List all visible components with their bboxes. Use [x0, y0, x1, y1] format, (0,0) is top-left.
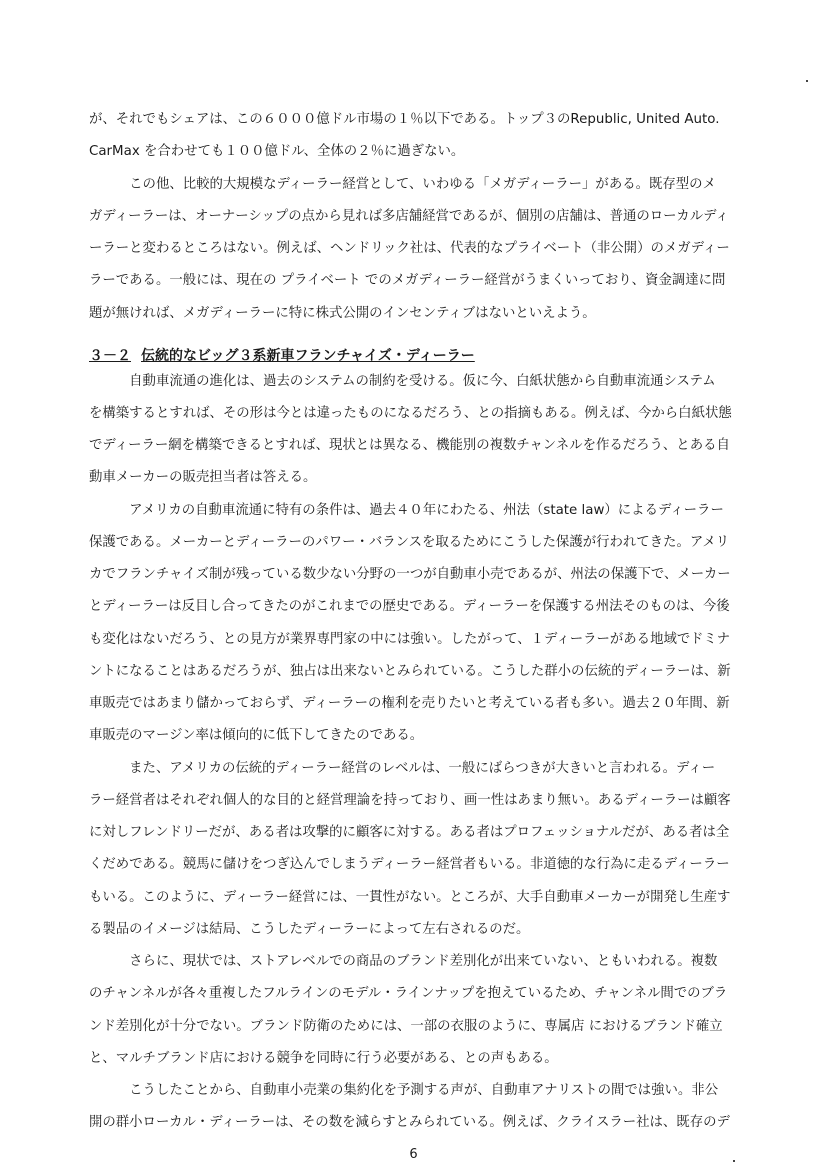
body-line: 車販売のマージン率は傾向的に低下してきたのである。 — [89, 728, 424, 743]
body-line: ンド差別化が十分でない。ブランド防衛のためには、一部の衣服のように、専属店 におけるブランド確立 — [89, 1019, 723, 1034]
scan-speck — [733, 1160, 735, 1162]
body-line: ガディーラーは、オーナーシップの点から見れば多店舗経営であるが、個別の店舗は、普通のローカルディ — [89, 209, 729, 224]
body-line: 車販売ではあまり儲かっておらず、ディーラーの権利を売りたいと考えている者も多い。過去２０年間、新 — [89, 696, 730, 711]
body-line: さらに、現状では、ストアレベルでの商品のブランド差別化が出来ていない、ともいわれる。複数 — [89, 954, 718, 969]
body-line: CarMax を合わせても１００億ドル、全体の２％に過ぎない。 — [89, 144, 465, 159]
body-line: また、アメリカの伝統的ディーラー経営のレベルは、一般にばらつきが大きいと言われる。ディー — [89, 761, 716, 776]
body-line: も変化はないだろう、との見方が業界専門家の中には強い。したがって、１ディーラーがある地域でドミナ — [89, 632, 731, 647]
body-line: 自動車流通の進化は、過去のシステムの制約を受ける。仮に今、白紙状態から自動車流通システム — [89, 374, 716, 389]
page-number: 6 — [409, 1147, 418, 1162]
body-line: 動車メーカーの販売担当者は答える。 — [89, 470, 317, 485]
body-line: 保護である。メーカーとディーラーのパワー・バランスを取るためにこうした保護が行われてきた。アメリ — [89, 535, 730, 550]
body-line: ーラーと変わるところはない。例えば、ヘンドリック社は、代表的なプライベート（非公開）のメガディー — [89, 241, 730, 256]
body-line: のチャンネルが各々重複したフルラインのモデル・ラインナップを抱えているため、チャンネル間でのブラ — [89, 986, 728, 1001]
body-line: ントになることはあるだろうが、独占は出来ないとみられている。こうした群小の伝統的ディーラーは、新 — [89, 664, 731, 679]
body-line: もいる。このように、ディーラー経営には、一貫性がない。ところが、大手自動車メーカーが開発し生産す — [89, 890, 731, 905]
section-heading — [89, 346, 475, 366]
body-line: と、マルチブランド店における競争を同時に行う必要がある、との声もある。 — [89, 1051, 558, 1066]
section-title: 伝統的なビッグ３系新車フランチャイズ・ディーラー — [141, 348, 475, 364]
section-number: ３－２ — [89, 348, 131, 364]
body-line: 開の群小ローカル・ディーラーは、その数を減らすとみられている。例えば、クライスラー社は、既存のデ — [89, 1115, 730, 1130]
scan-speck — [806, 80, 808, 82]
body-line: を構築するとすれば、その形は今とは違ったものになるだろう、との指摘もある。例えば、今から白紙状態 — [89, 406, 732, 421]
body-line: る製品のイメージは結局、こうしたディーラーによって左右されるのだ。 — [89, 922, 530, 937]
body-line: 題が無ければ、メガディーラーに特に株式公開のインセンティブはないといえよう。 — [89, 306, 596, 321]
body-line: でディーラー網を構築できるとすれば、現状とは異なる、機能別の複数チャンネルを作るだろう、とある自 — [89, 438, 730, 453]
body-line: ラーである。一般には、現在の プライベート でのメガディーラー経営がうまくいっており、資金調達に問 — [89, 273, 726, 288]
body-line: に対しフレンドリーだが、ある者は攻撃的に顧客に対する。ある者はプロフェッショナルだが、ある者は全 — [89, 825, 730, 840]
body-line: アメリカの自動車流通に特有の条件は、過去４０年にわたる、州法（state law）によるディーラー — [89, 503, 724, 518]
body-line: が、それでもシェアは、この６０００億ドル市場の１％以下である。トップ３のRepublic, United Auto. — [89, 112, 720, 127]
body-line: こうしたことから、自動車小売業の集約化を予測する声が、自動車アナリストの間では強い。非公 — [89, 1083, 719, 1098]
body-line: くだめである。競馬に儲けをつぎ込んでしまうディーラー経営者もいる。非道徳的な行為に走るディーラー — [89, 857, 730, 872]
body-line: カでフランチャイズ制が残っている数少ない分野の一つが自動車小売であるが、州法の保護下で、メーカー — [89, 567, 731, 582]
body-line: とディーラーは反目し合ってきたのがこれまでの歴史である。ディーラーを保護する州法そのものは、今後 — [89, 599, 730, 614]
body-line: この他、比較的大規模なディーラー経営として、いわゆる「メガディーラー」がある。既存型のメ — [89, 177, 716, 192]
body-line: ラー経営者はそれぞれ個人的な目的と経営理論を持っており、画一性はあまり無い。あるディーラーは顧客 — [89, 793, 731, 808]
